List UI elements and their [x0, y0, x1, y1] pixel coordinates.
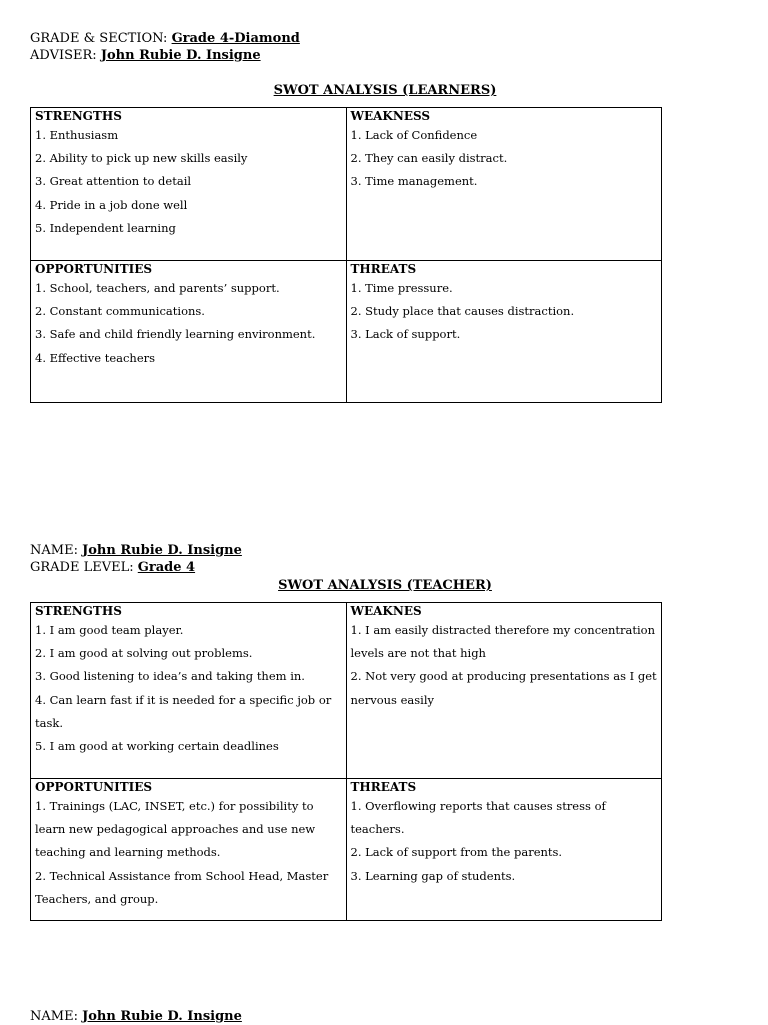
- list-item: 2. They can easily distract.: [350, 151, 508, 166]
- teacher-opportunities-list: [35, 795, 342, 911]
- learners-weakness-cell: [346, 108, 662, 261]
- learners-opportunities-list: [35, 277, 342, 370]
- name-value: John Rubie D. Insigne: [82, 543, 242, 558]
- strengths-header: STRENGTHS: [35, 109, 122, 123]
- name-value: John Rubie D. Insigne: [82, 1009, 242, 1024]
- list-item: 4. Pride in a job done well: [35, 197, 188, 212]
- threats-header: THREATS: [350, 780, 417, 794]
- teacher-swot-table: [30, 602, 662, 921]
- learners-strengths-cell: [31, 108, 347, 261]
- grade-level-line: [30, 559, 195, 576]
- list-item: 3. Time management.: [350, 174, 478, 189]
- name-label: NAME:: [30, 1009, 78, 1024]
- list-item: 3. Lack of support.: [350, 327, 461, 342]
- adviser-value: John Rubie D. Insigne: [100, 48, 261, 63]
- grade-section-line: [30, 30, 300, 47]
- list-item: 1. Trainings (LAC, INSET, etc.) for possibility to learn new pedagogical approaches and use new teaching and learning methods.: [35, 799, 316, 860]
- list-item: 2. Study place that causes distraction.: [350, 304, 575, 319]
- list-item: 2. Lack of support from the parents.: [350, 845, 563, 860]
- list-item: 2. Constant communications.: [35, 304, 205, 319]
- learners-swot-table: [30, 107, 662, 403]
- teacher-opportunities-cell: [31, 779, 347, 921]
- list-item: 3. Good listening to idea’s and taking them in.: [35, 669, 305, 684]
- teacher-weakness-list: [351, 619, 658, 712]
- threats-header: THREATS: [350, 262, 417, 276]
- list-item: 3. Safe and child friendly learning environment.: [35, 327, 316, 342]
- list-item: 2. I am good at solving out problems.: [35, 646, 253, 661]
- grade-level-label: GRADE LEVEL:: [30, 560, 134, 575]
- teacher-strengths-list: [35, 619, 342, 758]
- list-item: 2. Technical Assistance from School Head, Master Teachers, and group.: [35, 868, 329, 906]
- list-item: 4. Effective teachers: [35, 350, 156, 365]
- list-item: 1. I am good team player.: [35, 623, 184, 637]
- teacher-threats-cell: [346, 779, 662, 921]
- strengths-header: STRENGTHS: [35, 604, 122, 618]
- list-item: 3. Great attention to detail: [35, 174, 192, 189]
- name-label: NAME:: [30, 543, 78, 558]
- grade-section-value: Grade 4-Diamond: [171, 31, 300, 46]
- opportunities-header: OPPORTUNITIES: [35, 262, 153, 276]
- list-item: 1. Lack of Confidence: [350, 128, 478, 142]
- list-item: 1. School, teachers, and parents’ support.: [35, 281, 280, 295]
- teacher-strengths-cell: [31, 603, 347, 779]
- list-item: 1. I am easily distracted therefore my concentration levels are not that high: [350, 623, 655, 661]
- opportunities-header: OPPORTUNITIES: [35, 780, 153, 794]
- list-item: 1. Overflowing reports that causes stress of teachers.: [350, 799, 606, 837]
- learners-threats-list: [351, 277, 658, 347]
- list-item: 5. Independent learning: [35, 220, 176, 235]
- list-item: 5. I am good at working certain deadlines: [35, 739, 279, 754]
- adviser-line: [30, 47, 261, 64]
- name-line: [30, 542, 242, 559]
- grade-section-label: GRADE & SECTION:: [30, 31, 168, 46]
- adviser-label: ADVISER:: [30, 48, 97, 63]
- list-item: 2. Ability to pick up new skills easily: [35, 151, 248, 166]
- list-item: 3. Learning gap of students.: [350, 868, 516, 883]
- learners-opportunities-cell: [31, 261, 347, 403]
- weakness-header: WEAKNES: [350, 604, 422, 618]
- list-item: 4. Can learn fast if it is needed for a specific job or task.: [35, 692, 332, 730]
- list-item: 2. Not very good at producing presentations as I get nervous easily: [350, 669, 657, 707]
- learners-swot-title: SWOT ANALYSIS (LEARNERS): [273, 83, 497, 98]
- teacher-swot-title: SWOT ANALYSIS (TEACHER): [278, 578, 492, 593]
- list-item: 1. Time pressure.: [350, 281, 453, 295]
- teacher-threats-list: [351, 795, 658, 888]
- name-line-2: [30, 1008, 242, 1025]
- list-item: 1. Enthusiasm: [35, 128, 119, 142]
- grade-level-value: Grade 4: [137, 560, 196, 575]
- learners-strengths-list: [35, 124, 342, 240]
- weakness-header: WEAKNESS: [350, 109, 431, 123]
- teacher-weakness-cell: [346, 603, 662, 779]
- learners-weakness-list: [351, 124, 658, 194]
- learners-threats-cell: [346, 261, 662, 403]
